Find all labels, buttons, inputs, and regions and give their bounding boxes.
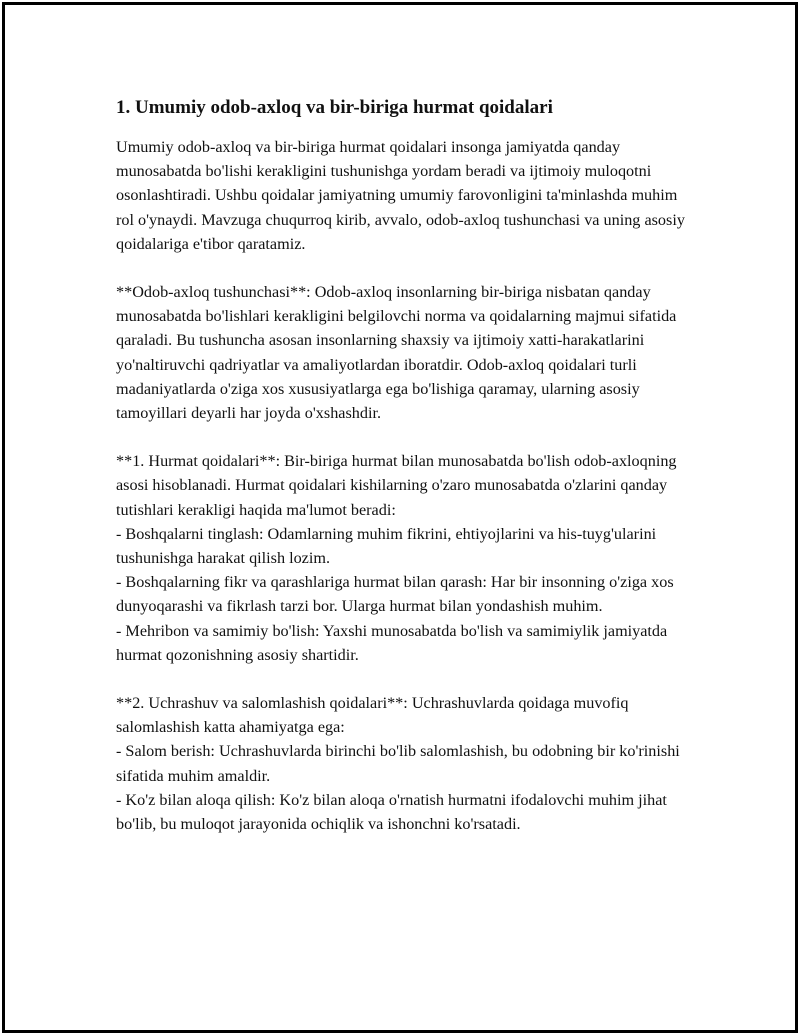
document-body — [116, 95, 696, 836]
respect-rules-paragraph: **1. Hurmat qoidalari**: Bir-biriga hurmat bilan munosabatda bo'lish odob-axloqning asosi hisoblanadi. Hurmat qoidalari kishilarning o'zaro munosabatda o'zlarini qanday tutishlari kerakligi haqida ma'lumot beradi: - Boshqalarni tinglash: Odamlarning muhim fikrini, ehtiyojlarini va his-tuyg'ularini tushunishga harakat qilish lozim. - Boshqalarning fikr va qarashlariga hurmat bilan qarash: Har bir insonning o'ziga xos dunyoqarashi va fikrlash tarzi bor. Ularga hurmat bilan yondashish muhim. - Mehribon va samimiy bo'lish: Yaxshi munosabatda bo'lish va samimiylik jamiyatda hurmat qozonishning asosiy shartidir. — [116, 452, 677, 664]
greeting-rules-paragraph: **2. Uchrashuv va salomlashish qoidalari**: Uchrashuvlarda qoidaga muvofiq salomlashish katta ahamiyatga ega: - Salom berish: Uchrashuvlarda birinchi bo'lib salomlashish, bu odobning bir ko'rinishi sifatida muhim amaldir. - Ko'z bilan aloqa qilish: Ko'z bilan aloqa o'rnatish hurmatni ifodalovchi muhim jihat bo'lib, bu muloqot jarayonida ochiqlik va ishonchni ko'rsatadi. — [116, 694, 680, 834]
paragraph-spacer — [116, 667, 696, 691]
definition-paragraph: **Odob-axloq tushunchasi**: Odob-axloq insonlarning bir-biriga nisbatan qanday munosabatda bo'lishlari kerakligini belgilovchi norma va qoidalarning majmui sifatida qaraladi. Bu tushuncha asosan insonlarning shaxsiy va ijtimoiy xatti-harakatlarini yo'naltiruvchi qadriyatlar va amaliyotlardan iboratdir. Odob-axloq qoidalari turli madaniyatlarda o'ziga xos xususiyatlarga ega bo'lishiga qaramay, ularning asosiy tamoyillari deyarli har joyda o'xshashdir. — [116, 283, 677, 423]
paragraph-spacer — [116, 425, 696, 449]
section-heading: 1. Umumiy odob-axloq va bir-biriga hurmat qoidalari — [116, 97, 553, 118]
paragraph-spacer — [116, 256, 696, 280]
intro-paragraph: Umumiy odob-axloq va bir-biriga hurmat qoidalari insonga jamiyatda qanday munosabatda bo'lishi kerakligini tushunishga yordam beradi va ijtimoiy muloqotni osonlashtiradi. Ushbu qoidalar jamiyatning umumiy farovonligini ta'minlashda muhim rol o'ynaydi. Mavzuga chuqurroq kirib, avvalo, odob-axloq tushunchasi va uning asosiy qoidalariga e'tibor qaratamiz. — [116, 138, 685, 253]
